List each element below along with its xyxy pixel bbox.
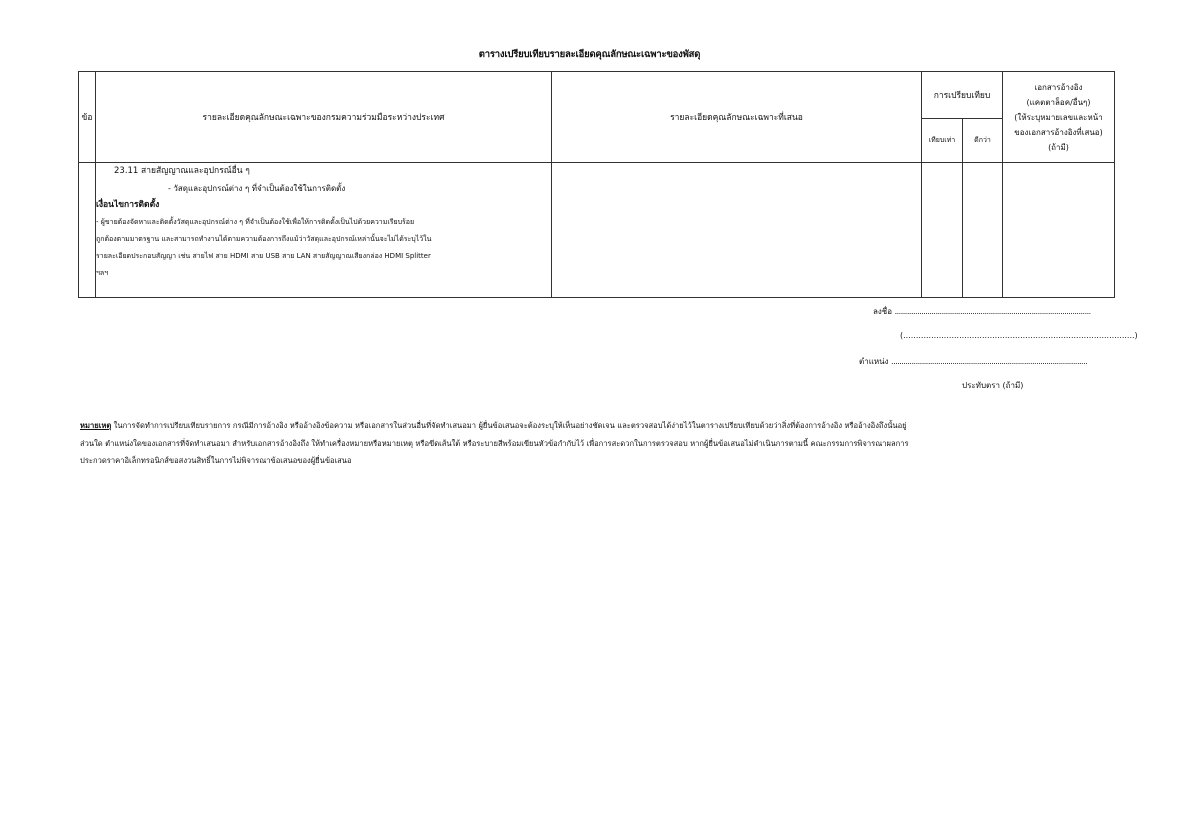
reference-line: (ให้ระบุหมายเลขและหน้า (1014, 112, 1103, 122)
cell-dept-spec (96, 163, 552, 298)
header-equal: เทียบเท่า (922, 119, 963, 163)
seal-note: ประทับตรา (ถ้ามี) (962, 381, 1024, 390)
cell-better (963, 163, 1003, 298)
reference-line: (แคตตาล็อค/อื่นๆ) (1026, 97, 1091, 107)
condition-line: - ผู้ขายต้องจัดหาและติดตั้งวัสดุและอุปกรณ์ต่าง ๆ ที่จำเป็นต้องใช้เพื่อให้การติดตั้งเป็นไปด้วยความเรียบร้อย (96, 218, 415, 226)
reference-line: ของเอกสารอ้างอิงที่เสนอ) (1014, 127, 1103, 137)
signature-line (873, 305, 1091, 318)
header-dept-spec: รายละเอียดคุณลักษณะเฉพาะของกรมความร่วมมือระหว่างประเทศ (96, 72, 552, 163)
cell-reference (1003, 163, 1115, 298)
header-reference-document (1003, 72, 1115, 163)
header-item-no: ข้อ (79, 72, 96, 163)
comparison-table (78, 71, 1115, 298)
cell-equal (922, 163, 963, 298)
remark-line: ประกวดราคาอิเล็กทรอนิกส์ขอสงวนสิทธิ์ในการไม่พิจารณาข้อเสนอของผู้ยื่นข้อเสนอ (80, 456, 352, 465)
cell-offered-spec (552, 163, 922, 298)
header-offered-spec: รายละเอียดคุณลักษณะเฉพาะที่เสนอ (552, 72, 922, 163)
remark-line (80, 417, 1110, 435)
remark-text: ในการจัดทำการเปรียบเทียบรายการ กรณีมีการอ้างอิง หรืออ้างอิงข้อความ หรือเอกสารในส่วนอื่นที่จัดทำเสนอมา ผู้ยื่นข้อเสนอจะต้องระบุให้เห็นอย่างชัดเจน และตรวจสอบได้ง่ายไว้ในตารางเปรียบเทียบด้วยว่าสิ่งที่ต้องการอ้างอิง หรืออ้างอิงถึงนั้นอยู่ (111, 421, 907, 430)
condition-heading: เงื่อนไขการติดตั้ง (96, 200, 160, 210)
reference-line: เอกสารอ้างอิง (1034, 82, 1083, 92)
signature-name-line: (...........................................................................................) (900, 331, 1138, 340)
cell-item-no (79, 163, 96, 298)
remark-line: ส่วนใด ตำแหน่งใดของเอกสารที่จัดทำเสนอมา สำหรับเอกสารอ้างอิงถึง ให้ทำเครื่องหมายหรือหมายเหตุ หรือขีดเส้นใต้ หรือระบายสีพร้อมเขียนหัวข้อกำกับไว้ เพื่อการสะดวกในการตรวจสอบ หากผู้ยื่นข้อเสนอไม่ดำเนินการตามนี้ คณะกรรมการพิจารณาผลการ (80, 438, 909, 448)
condition-line: ฯลฯ (96, 269, 109, 277)
signature-dots: ................................................................................................ (894, 307, 1091, 316)
header-comparison: การเปรียบเทียบ (922, 72, 1003, 119)
table-row (79, 163, 1115, 298)
signature-label: ลงชื่อ (873, 307, 893, 316)
condition-line: รายละเอียดประกอบสัญญา เช่น สายไฟ สาย HDMI สาย USB สาย LAN สายสัญญาณเสียงกล่อง HDMI Splitter (96, 252, 431, 260)
remark-paragraph (80, 417, 1110, 470)
header-better: ดีกว่า (963, 119, 1003, 163)
item-heading: 23.11 สายสัญญาณและอุปกรณ์อื่น ๆ (114, 166, 250, 176)
remark-heading: หมายเหตุ (80, 421, 112, 430)
page-title: ตารางเปรียบเทียบรายละเอียดคุณลักษณะเฉพาะของพัสดุ (478, 49, 701, 60)
reference-line: (ถ้ามี) (1048, 142, 1069, 152)
position-dots: ................................................................................................ (891, 357, 1088, 366)
position-label: ตำแหน่ง (859, 357, 889, 366)
condition-line: ถูกต้องตามมาตรฐาน และสามารถทำงานได้ตามความต้องการถึงแม้ว่าวัสดุและอุปกรณ์เหล่านั้นจะไม่ได้ระบุไว้ใน (96, 235, 432, 243)
position-line (859, 355, 1087, 368)
sub-item: - วัสดุและอุปกรณ์ต่าง ๆ ที่จำเป็นต้องใช้ในการติดตั้ง (168, 184, 346, 193)
